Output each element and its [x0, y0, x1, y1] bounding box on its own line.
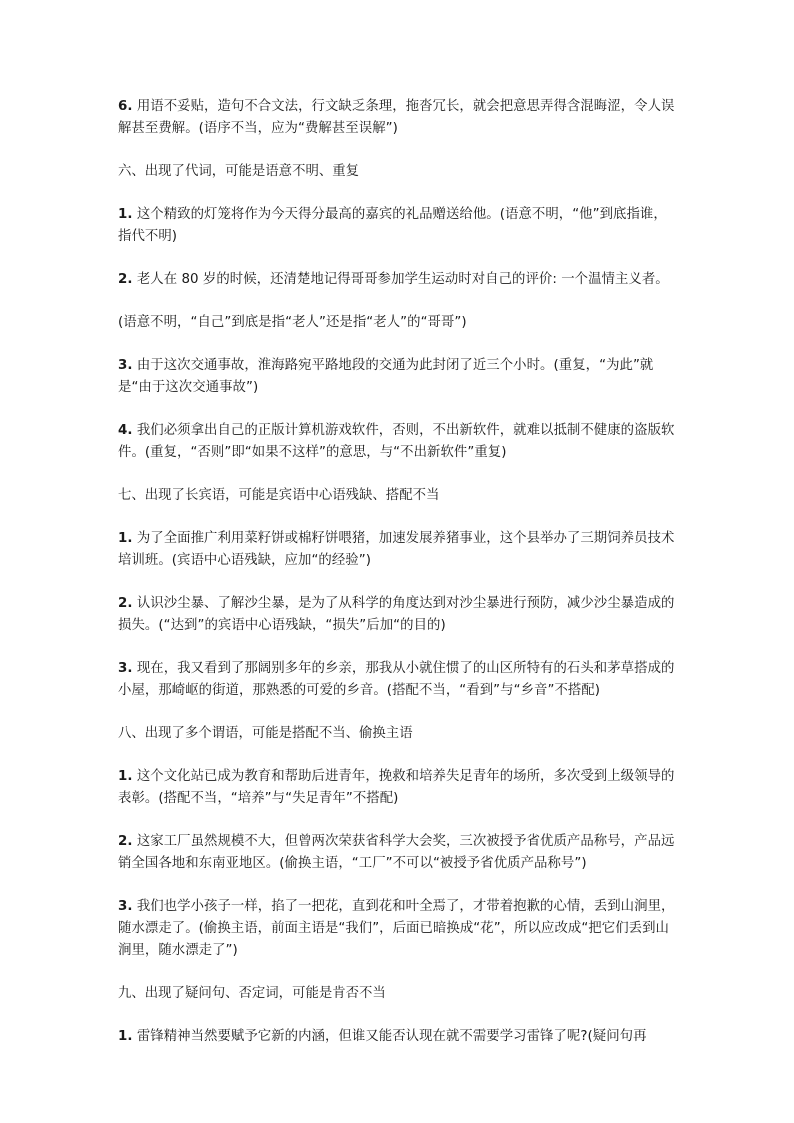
item-text: 为了全面推广利用菜籽饼或棉籽饼喂猪，加速发展养猪事业，这个县举办了三期饲养员技术培训班。(宾语中心语残缺，应加“的经验”)	[118, 531, 675, 568]
item-text: 这家工厂虽然规模不大，但曾两次荣获省科学大会奖，三次被授予省优质产品称号，产品远销全国各地和东南亚地区。(偷换主语，“工厂”不可以“被授予省优质产品称号”)	[118, 834, 675, 871]
item-number: 1.	[118, 531, 133, 546]
item-number: 3.	[118, 899, 133, 914]
paragraph-gap	[118, 1005, 678, 1026]
item-number: 2.	[118, 834, 133, 849]
paragraph-gap	[118, 334, 678, 355]
list-item	[118, 355, 678, 399]
item-text: 我们必须拿出自己的正版计算机游戏软件，否则，不出新软件，就难以抵制不健康的盗版软件。(重复，“否则”即“如果不这样”的意思，与“不出新软件”重复)	[118, 423, 675, 460]
list-item	[118, 593, 678, 637]
item-text: 认识沙尘暴、了解沙尘暴，是为了从科学的角度达到对沙尘暴进行预防，减少沙尘暴造成的损失。(“达到”的宾语中心语残缺，“损失”后加“的目的)	[118, 596, 675, 633]
list-item	[118, 831, 678, 875]
list-item	[118, 658, 678, 702]
item-number: 3.	[118, 358, 133, 373]
item-text: 这个文化站已成为教育和帮助后进青年，挽救和培养失足青年的场所，多次受到上级领导的表彰。(搭配不当，“培养”与“失足青年”不搭配)	[118, 769, 675, 806]
item-number: 3.	[118, 661, 133, 676]
paragraph-gap	[118, 637, 678, 658]
item-text: 用语不妥贴，造句不合文法，行文缺乏条理，拖沓冗长，就会把意思弄得含混晦涩，令人误解甚至费解。(语序不当，应为“费解甚至误解”)	[118, 99, 675, 136]
list-item	[118, 269, 678, 291]
section-heading: 八、出现了多个谓语，可能是搭配不当、偷换主语	[118, 726, 413, 741]
plain-paragraph: (语意不明，“自己”到底是指“老人”还是指“老人”的“哥哥”)	[118, 315, 467, 330]
item-number: 6.	[118, 99, 133, 114]
item-number: 1.	[118, 207, 133, 222]
paragraph-gap	[118, 702, 678, 723]
paragraph-gap	[118, 572, 678, 593]
item-number: 1.	[118, 1029, 133, 1044]
paragraph-gap	[118, 399, 678, 420]
item-text: 雷锋精神当然要赋予它新的内涵，但谁又能否认现在就不需要学习雷锋了呢?(疑问句再	[136, 1029, 647, 1044]
item-text: 由于这次交通事故，淮海路宛平路地段的交通为此封闭了近三个小时。(重复，“为此”就是“由于这次交通事故”)	[118, 358, 654, 395]
paragraph-gap	[118, 962, 678, 983]
list-item	[118, 1026, 678, 1048]
item-number: 1.	[118, 769, 133, 784]
item-text: 现在，我又看到了那阔别多年的乡亲，那我从小就住惯了的山区所特有的石头和茅草搭成的小屋，那崎岖的街道，那熟悉的可爱的乡音。(搭配不当，“看到”与“乡音”不搭配)	[118, 661, 675, 698]
paragraph-gap	[118, 291, 678, 312]
paragraph-gap	[118, 745, 678, 766]
list-item	[118, 896, 678, 962]
document-body	[118, 96, 678, 1048]
paragraph-gap	[118, 140, 678, 161]
list-item	[118, 96, 678, 140]
item-text: 老人在 80 岁的时候，还清楚地记得哥哥参加学生运动时对自己的评价: 一个温情主义者。	[136, 272, 669, 287]
item-text: 我们也学小孩子一样，掐了一把花，直到花和叶全焉了，才带着抱歉的心情，丢到山涧里，随水漂走了。(偷换主语，前面主语是“我们”，后面已暗换成“花”，所以应改成“把它们丢到山涧里，随水漂走了”)	[118, 899, 675, 958]
section-heading: 七、出现了长宾语，可能是宾语中心语残缺、搭配不当	[118, 488, 440, 503]
list-item	[118, 766, 678, 810]
list-item	[118, 204, 678, 248]
item-number: 2.	[118, 596, 133, 611]
paragraph-gap	[118, 464, 678, 485]
paragraph-gap	[118, 248, 678, 269]
paragraph-gap	[118, 875, 678, 896]
paragraph-gap	[118, 183, 678, 204]
item-text: 这个精致的灯笼将作为今天得分最高的嘉宾的礼品赠送给他。(语意不明，“他”到底指谁，指代不明)	[118, 207, 667, 244]
list-item	[118, 420, 678, 464]
list-item	[118, 528, 678, 572]
item-number: 2.	[118, 272, 133, 287]
item-number: 4.	[118, 423, 133, 438]
section-heading: 六、出现了代词，可能是语意不明、重复	[118, 164, 360, 179]
paragraph-gap	[118, 810, 678, 831]
section-heading: 九、出现了疑问句、否定词，可能是肯否不当	[118, 986, 386, 1001]
paragraph-gap	[118, 507, 678, 528]
